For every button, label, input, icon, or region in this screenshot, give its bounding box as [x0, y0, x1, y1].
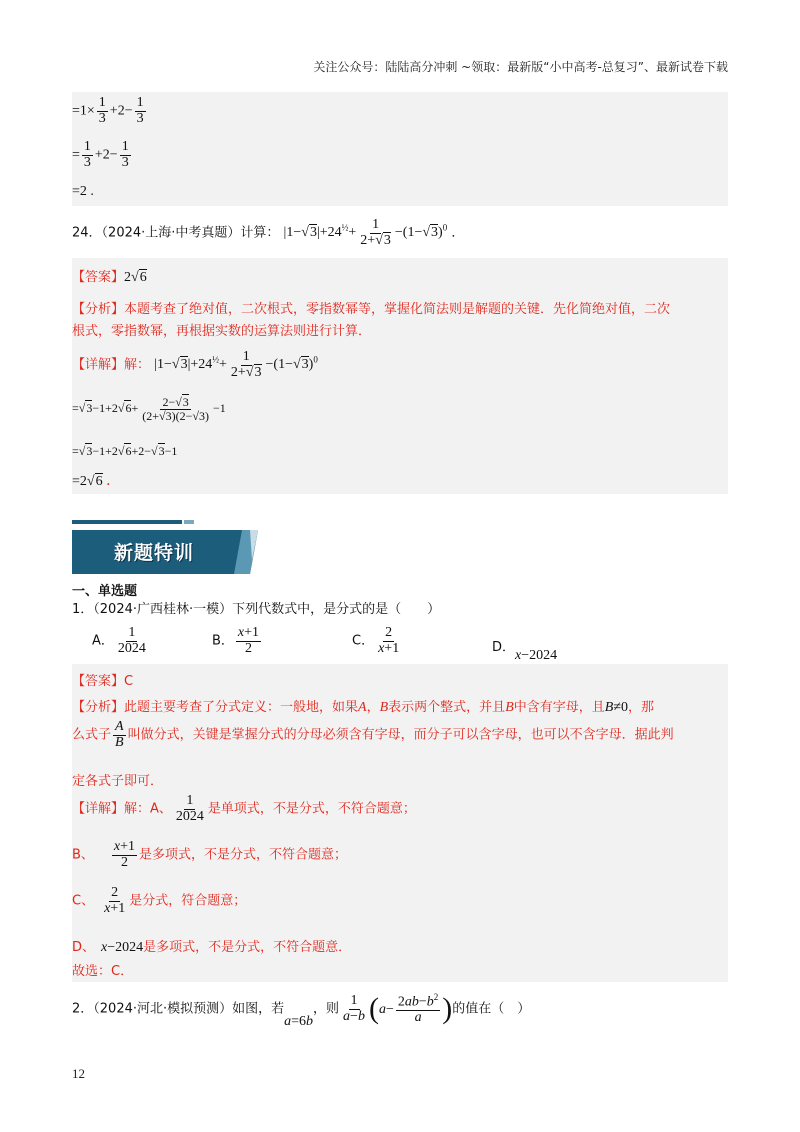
question-24: 24．（2024·上海·中考真题）计算： $|1-√3|+24^{\frac{1}{2}}+$ $\frac{1}{2+√3}$ $-(1-√3)^0$ ． — [72, 217, 465, 248]
q24-step-3: =2√6 ． — [72, 474, 121, 489]
q1-detail-c: C、 $\frac{2}{x+1}$ 是分式，符合题意； — [72, 885, 247, 916]
calc-step-3: =2 . — [72, 184, 94, 199]
q24-step-1: =√3−1+2√6+ $\frac{2-√3}{(2+√3)(2-√3)}$ −1 — [72, 395, 226, 423]
calc-step-2: = $\frac{1}{3}$ +2− $\frac{1}{3}$ — [72, 139, 129, 170]
q24-analysis-line1: 【分析】本题考查了绝对值，二次根式，零指数幂等，掌握化简法则是解题的关键．先化简绝对值，二次 — [72, 302, 671, 317]
q24-expression: $|1-√3|+24^{\frac{1}{2}}+$ $\frac{1}{2+√3}$ $-(1-√3)^0$ — [283, 217, 448, 248]
section-banner — [72, 520, 258, 578]
option-a: A． $\frac{1}{2024}$ — [92, 625, 146, 656]
q1-solution — [72, 664, 728, 982]
q1-analysis-line3: 定各式子即可． — [72, 774, 164, 789]
q24-answer: 【答案】2√6 — [72, 270, 147, 285]
option-d: D．x−2024 — [492, 640, 558, 663]
question-1-stem: 1．（2024·广西桂林·一模）下列代数式中，是分式的是（ ） — [72, 602, 441, 617]
option-b: B． $\frac{x+1}{2}$ — [212, 625, 260, 656]
calc-step-1: =1× $\frac{1}{3}$ +2− $\frac{1}{3}$ — [72, 95, 144, 126]
page-header: 关注公众号：陆陆高分冲刺 ~领取：最新版“小中高考-总复习”、最新试卷下载 — [313, 60, 728, 74]
q1-detail-d: D、 x−2024是多项式，不是分式，不符合题意． — [72, 940, 352, 955]
q24-step-2: =√3−1+2√6+2−√3−1 — [72, 444, 178, 458]
q24-solution — [72, 258, 728, 494]
banner-title: 新题特训 — [114, 542, 195, 564]
q1-conclusion: 故选：C． — [72, 964, 134, 979]
option-c: C． $\frac{2}{x+1}$ — [352, 625, 400, 656]
q1-analysis-line2: 么式子 $\frac{A}{B}$ 叫做分式，关键是掌握分式的分母必须含有字母，而分子可以含字母，也可以不含字母．据此判 — [72, 719, 674, 750]
q1-analysis-line1: 【分析】此题主要考查了分式定义：一般地，如果A，B表示两个整式，并且B中含有字母，且B≠0，那 — [72, 700, 655, 715]
q1-detail-b: B、 $\frac{x+1}{2}$ 是多项式，不是分式，不符合题意； — [72, 839, 348, 870]
q1-detail-a: 【详解】解：A、 $\frac{1}{2024}$ 是单项式，不是分式，不符合题意； — [72, 793, 416, 824]
question-2: 2．（2024·河北·模拟预测）如图，若a=6b，则 $\frac{1}{a-b}$ (a− $\frac{2ab-b^2}{a}$ )的值在（ ） — [72, 991, 531, 1029]
q24-detail: 【详解】解： $|1-√3|+24^{\frac{1}{2}}+$ $\frac{1}{2+√3}$ $-(1-√3)^0$ — [72, 349, 318, 380]
q1-answer: 【答案】C — [72, 674, 134, 689]
q24-analysis-line2: 根式，零指数幂，再根据实数的运算法则进行计算． — [72, 324, 372, 339]
solution-continuation — [72, 92, 728, 206]
section-title: 一、单选题 — [72, 584, 138, 599]
page-number: 12 — [72, 1066, 85, 1081]
